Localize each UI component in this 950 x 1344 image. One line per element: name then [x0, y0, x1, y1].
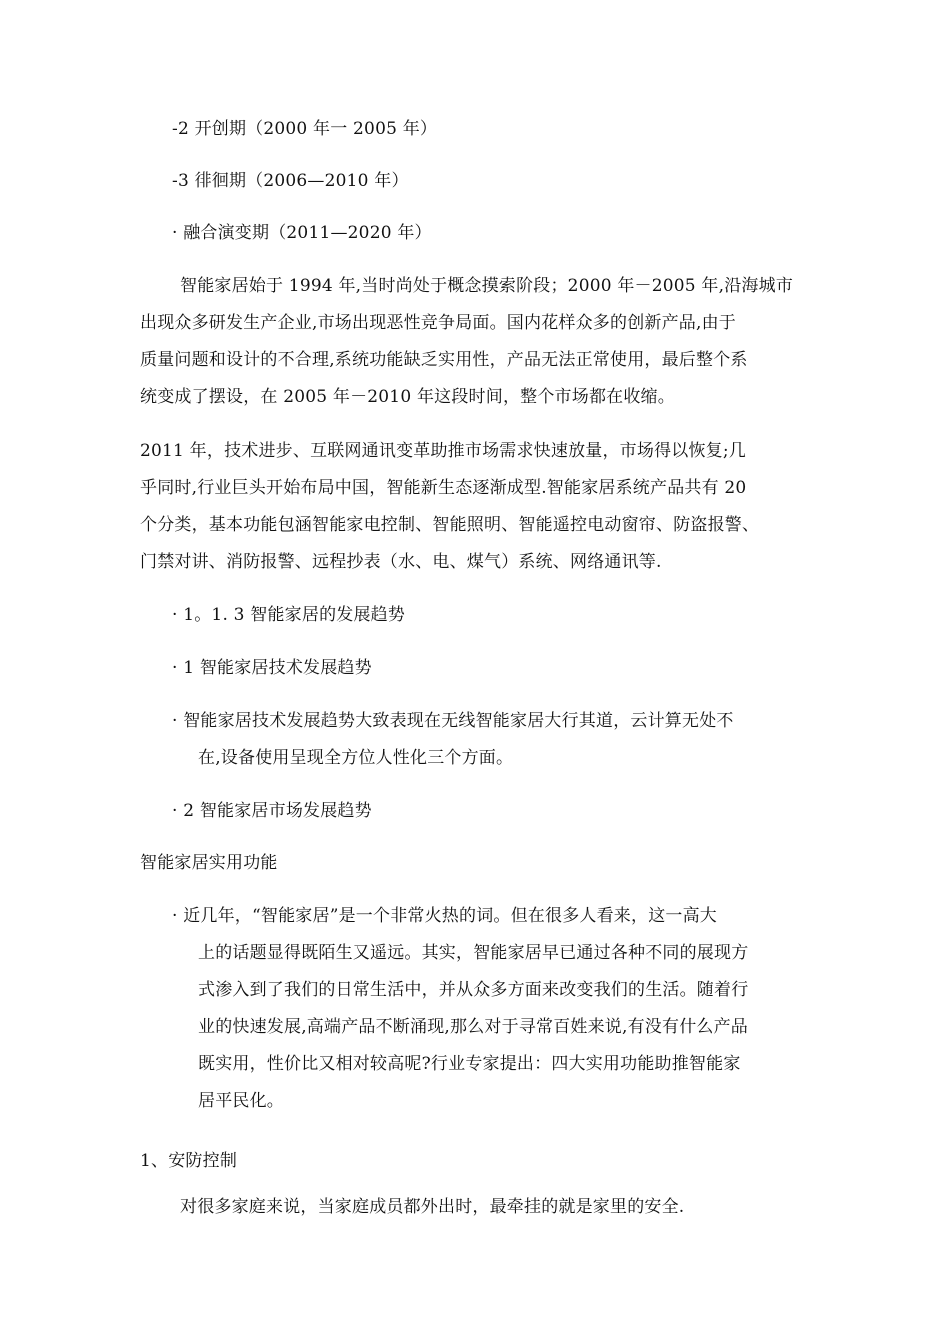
para1-line3: 质量问题和设计的不合理,系统功能缺乏实用性，产品无法正常使用，最后整个系: [140, 350, 748, 370]
para2-line1: 2011 年，技术进步、互联网通讯变革助推市场需求快速放量，市场得以恢复;几: [140, 441, 746, 461]
period-4: · 融合演变期（2011—2020 年）: [172, 223, 432, 243]
period-3: -3 徘徊期（2006—2010 年）: [172, 171, 409, 191]
para2-line2: 乎同时,行业巨头开始布局中国，智能新生态逐渐成型.智能家居系统产品共有 20: [140, 478, 747, 498]
para1-line2: 出现众多研发生产企业,市场出现恶性竞争局面。国内花样众多的创新产品,由于: [140, 313, 737, 333]
func-line1: · 近几年，“智能家居”是一个非常火热的词。但在很多人看来，这一高大: [172, 906, 717, 926]
para2-line4: 门禁对讲、消防报警、远程抄表（水、电、煤气）系统、网络通讯等.: [140, 552, 662, 572]
tech-line2: 在,设备使用呈现全方位人性化三个方面。: [198, 748, 514, 768]
period-2: -2 开创期（2000 年一 2005 年）: [172, 119, 438, 139]
tech-line1: · 智能家居技术发展趋势大致表现在无线智能家居大行其道，云计算无处不: [172, 711, 734, 731]
security-heading: 1、安防控制: [140, 1151, 238, 1171]
para1-line1: 智能家居始于 1994 年,当时尚处于概念摸索阶段；2000 年－2005 年,沿海城市: [180, 276, 794, 296]
section-1-1-3: · 1。1. 3 智能家居的发展趋势: [172, 605, 406, 625]
func-line6: 居平民化。: [198, 1091, 284, 1111]
functions-title: 智能家居实用功能: [140, 853, 278, 873]
sub-2: · 2 智能家居市场发展趋势: [172, 801, 372, 821]
para1-line4: 统变成了摆设，在 2005 年－2010 年这段时间，整个市场都在收缩。: [140, 387, 675, 407]
para2-line3: 个分类，基本功能包涵智能家电控制、智能照明、智能遥控电动窗帘、防盗报警、: [140, 515, 760, 535]
sub-1: · 1 智能家居技术发展趋势: [172, 658, 372, 678]
security-line1: 对很多家庭来说，当家庭成员都外出时，最牵挂的就是家里的安全.: [180, 1197, 685, 1217]
func-line5: 既实用，性价比又相对较高呢?行业专家提出：四大实用功能助推智能家: [198, 1054, 741, 1074]
func-line3: 式渗入到了我们的日常生活中，并从众多方面来改变我们的生活。随着行: [198, 980, 749, 1000]
func-line2: 上的话题显得既陌生又遥远。其实，智能家居早已通过各种不同的展现方: [198, 943, 749, 963]
func-line4: 业的快速发展,高端产品不断涌现,那么对于寻常百姓来说,有没有什么产品: [198, 1017, 749, 1037]
